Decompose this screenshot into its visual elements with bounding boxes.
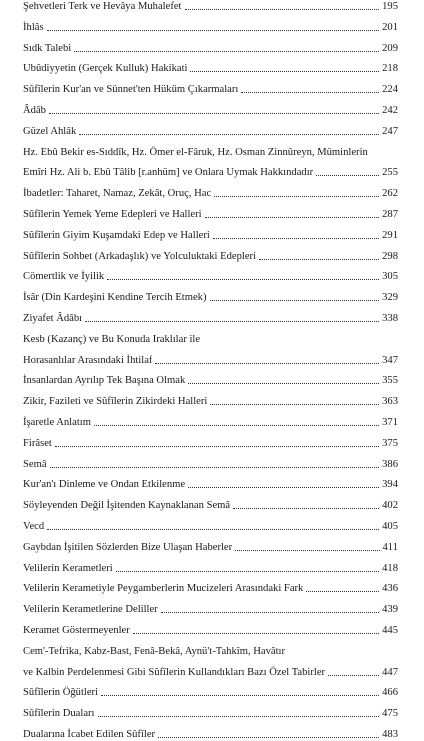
dot-leader (85, 320, 379, 322)
toc-entry-page-number: 475 (382, 708, 398, 720)
dot-leader (235, 549, 379, 551)
toc-entry-title: Sûfîlerin Sohbet (Arkadaşlık) ve Yolculuktaki Edepleri (23, 250, 257, 262)
toc-entry-title: İsâr (Din Kardeşini Kendine Tercih Etmek) (23, 292, 207, 304)
toc-entry-title: Gaybdan İşitilen Sözlerden Bize Ulaşan Haberler (23, 541, 233, 553)
toc-entry[interactable] (23, 437, 398, 450)
toc-entry-page-number: 466 (382, 687, 398, 699)
toc-entry[interactable] (23, 0, 398, 13)
toc-entry-first-line: Kesb (Kazanç) ve Bu Konuda Iraklılar ile (23, 333, 201, 345)
toc-entry[interactable] (23, 291, 398, 304)
toc-entry-title: Ziyafet Âdâbı (23, 312, 83, 324)
toc-entry-page-number: 363 (382, 396, 398, 408)
toc-entry[interactable] (23, 728, 398, 741)
dot-leader (94, 424, 379, 426)
toc-entry[interactable] (23, 562, 398, 575)
toc-entry-page-number: 201 (382, 21, 398, 33)
toc-entry[interactable] (23, 666, 398, 679)
toc-entry-title: Semâ (23, 458, 47, 470)
toc-entry-title: Vecd (23, 520, 45, 532)
dot-leader (188, 486, 379, 488)
toc-entry[interactable] (23, 541, 398, 554)
toc-entry-page-number: 247 (382, 125, 398, 137)
toc-entry-title: Sûfîlerin Öğütleri (23, 687, 99, 699)
dot-leader (161, 611, 379, 613)
toc-entry[interactable] (23, 187, 398, 200)
toc-entry-title: Firâset (23, 437, 52, 449)
dot-leader (205, 216, 380, 218)
toc-entry-page-number: 287 (382, 208, 398, 220)
toc-entry[interactable] (23, 395, 398, 408)
toc-entry-page-number: 483 (382, 728, 398, 740)
toc-entry-page-number: 347 (382, 354, 398, 366)
dot-leader (188, 382, 379, 384)
dot-leader (190, 70, 379, 72)
toc-entry-page-number: 209 (382, 42, 398, 54)
dot-leader (210, 299, 380, 301)
toc-entry-title: İşaretle Anlatım (23, 416, 91, 428)
toc-entry[interactable] (23, 458, 398, 471)
toc-entry[interactable] (23, 686, 398, 699)
toc-entry-title: Dualarına İcabet Edilen Sûfîler (23, 728, 156, 740)
toc-entry[interactable] (23, 416, 398, 429)
toc-entry-first-line: Hz. Ebû Bekir es-Sıddîk, Hz. Ömer el-Fâruk, Hz. Osman Zinnûreyn, Müminlerin (23, 146, 368, 158)
toc-entry-title: Sûfîlerin Kur'an ve Sünnet'ten Hüküm Çıkarmaları (23, 84, 239, 96)
toc-entry-title: Zikir, Fazileti ve Sûfîlerin Zikirdeki Halleri (23, 396, 208, 408)
dot-leader (47, 528, 379, 530)
dot-leader (133, 632, 379, 634)
dot-leader (98, 715, 380, 717)
dot-leader (306, 590, 379, 592)
toc-entry[interactable] (23, 582, 398, 595)
table-of-contents (23, 0, 398, 741)
toc-entry-title: Cömertlik ve İyilik (23, 271, 105, 283)
dot-leader (213, 237, 379, 239)
toc-entry-page-number: 291 (382, 229, 398, 241)
toc-entry-title: Horasanlılar Arasındaki İhtilaf (23, 354, 153, 366)
toc-entry-title: İnsanlardan Ayrılıp Tek Başına Olmak (23, 375, 186, 387)
toc-entry[interactable] (23, 229, 398, 242)
toc-entry[interactable] (23, 166, 398, 179)
toc-entry[interactable] (23, 624, 398, 637)
toc-entry-page-number: 262 (382, 188, 398, 200)
dot-leader (155, 362, 379, 364)
dot-leader (116, 570, 379, 572)
dot-leader (185, 8, 380, 10)
toc-entry-title: İbadetler: Taharet, Namaz, Zekât, Oruç, Hac (23, 188, 212, 200)
toc-entry[interactable] (23, 499, 398, 512)
toc-entry-title: Velilerin Kerametlerine Deliller (23, 604, 158, 616)
toc-entry-page-number: 371 (382, 416, 398, 428)
dot-leader (79, 133, 379, 135)
toc-entry-title: Şehvetleri Terk ve Hevâya Muhalefet (23, 1, 182, 12)
dot-leader (316, 174, 379, 176)
toc-entry-page-number: 329 (382, 292, 398, 304)
toc-entry-title: Ubûdiyyetin (Gerçek Kulluk) Hakikati (23, 63, 188, 75)
toc-entry[interactable] (23, 250, 398, 263)
toc-entry-page-number: 218 (382, 63, 398, 75)
toc-entry-page-number: 305 (382, 271, 398, 283)
toc-entry-title: ve Kalbin Perdelenmesi Gibi Sûfîlerin Kullandıkları Bazı Özel Tabirler (23, 666, 326, 678)
toc-entry-page-number: 439 (382, 604, 398, 616)
dot-leader (241, 91, 379, 93)
dot-leader (158, 736, 379, 738)
toc-entry[interactable] (23, 478, 398, 491)
toc-entry-title: Âdâb (23, 104, 46, 116)
toc-entry-page-number: 195 (382, 1, 398, 12)
toc-entry[interactable] (23, 104, 398, 117)
dot-leader (101, 694, 379, 696)
toc-entry[interactable] (23, 312, 398, 325)
toc-entry-title: Kur'an'ı Dinleme ve Ondan Etkilenme (23, 479, 186, 491)
dot-leader (74, 50, 379, 52)
toc-entry-first-line: Cem'-Tefrika, Kabz-Bast, Fenâ-Bekâ, Aynü't-Tahkîm, Havâtır (23, 645, 286, 657)
dot-leader (50, 466, 380, 468)
toc-entry-page-number: 298 (382, 250, 398, 262)
toc-entry[interactable] (23, 707, 398, 720)
toc-entry-page-number: 242 (382, 104, 398, 116)
toc-entry-title: Sûfîlerin Giyim Kuşamdaki Edep ve Halleri (23, 229, 210, 241)
toc-entry-page-number: 394 (382, 479, 398, 491)
toc-entry-page-number: 255 (382, 167, 398, 179)
toc-entry-title: Keramet Göstermeyenler (23, 624, 130, 636)
toc-entry[interactable] (23, 374, 398, 387)
toc-entry-page-number: 418 (382, 562, 398, 574)
dot-leader (328, 674, 379, 676)
dot-leader (210, 403, 379, 405)
toc-entry-title: İhlâs (23, 21, 44, 33)
toc-entry[interactable] (23, 62, 398, 75)
toc-entry[interactable] (23, 603, 398, 616)
toc-entry[interactable] (23, 21, 398, 34)
toc-entry[interactable] (23, 520, 398, 533)
toc-entry-page-number: 402 (382, 500, 398, 512)
toc-entry-page-number: 355 (382, 375, 398, 387)
toc-entry[interactable] (23, 125, 398, 138)
toc-entry-title: Söyleyenden Değil İşitenden Kaynaklanan Semâ (23, 500, 231, 512)
toc-entry-page-number: 338 (382, 312, 398, 324)
toc-entry-title: Velilerin Kerametiyle Peygamberlerin Mucizeleri Arasındaki Fark (23, 583, 304, 595)
dot-leader (214, 195, 379, 197)
toc-entry-title: Velilerin Kerametleri (23, 562, 113, 574)
dot-leader (47, 29, 380, 31)
toc-entry-page-number: 375 (382, 437, 398, 449)
toc-entry[interactable] (23, 354, 398, 367)
toc-entry-title: Sıdk Talebi (23, 42, 72, 54)
toc-entry-title: Emîri Hz. Ali b. Ebû Tâlib [r.anhüm] ve Onlara Uymak Hakkındadır (23, 167, 314, 179)
dot-leader (49, 112, 379, 114)
toc-entry-title: Sûfîlerin Yemek Yeme Edepleri ve Halleri (23, 208, 202, 220)
toc-entry-page-number: 447 (382, 666, 398, 678)
toc-entry[interactable] (23, 270, 398, 283)
dot-leader (259, 258, 379, 260)
toc-entry[interactable] (23, 208, 398, 221)
toc-entry-page-number: 445 (382, 624, 398, 636)
dot-leader (55, 445, 379, 447)
toc-entry[interactable] (23, 83, 398, 96)
toc-entry-page-number: 436 (382, 583, 398, 595)
toc-entry-page-number: 386 (382, 458, 398, 470)
dot-leader (233, 507, 379, 509)
toc-entry-page-number: 405 (382, 520, 398, 532)
dot-leader (107, 278, 379, 280)
toc-entry-title: Sûfîlerin Duaları (23, 708, 95, 720)
toc-entry[interactable] (23, 42, 398, 55)
toc-entry-page-number: 411 (382, 541, 398, 553)
toc-entry-page-number: 224 (382, 84, 398, 96)
toc-entry-title: Güzel Ahlâk (23, 125, 77, 137)
